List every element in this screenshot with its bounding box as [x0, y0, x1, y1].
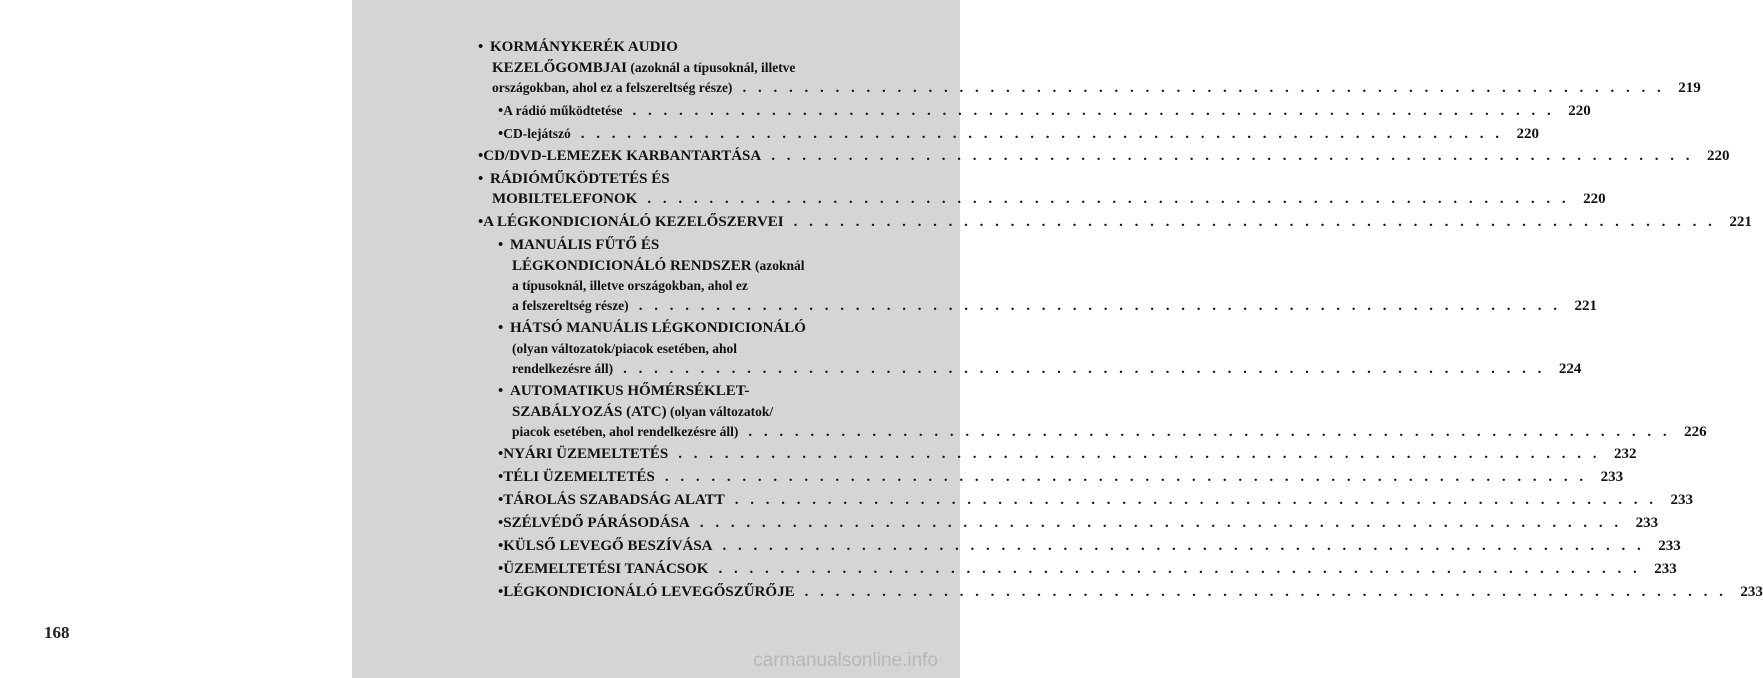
toc-page-number: 233: [1600, 469, 1624, 485]
toc-entry-last-line: [478, 468, 1624, 488]
toc-entry[interactable]: [478, 170, 1606, 210]
toc-page-number: 220: [1583, 191, 1606, 207]
toc-page-number: 220: [1706, 148, 1730, 164]
toc-entry-text: CD/DVD-LEMEZEK KARBANTARTÁSA: [483, 148, 762, 164]
toc-entry-line: [478, 170, 898, 190]
bullet-icon: •: [498, 446, 504, 462]
toc-page-number: 233: [1740, 584, 1763, 600]
bullet-icon: •: [478, 214, 484, 230]
toc-entry[interactable]: [478, 124, 1539, 144]
dot-leader: . . . . . . . . . . . . . . . . . . . . . . . . . . . . . . . . . . . . . . . . . . . . . . . . . . . . . . . . . . . .: [734, 492, 1657, 508]
toc-entry-note: (azoknál a típusoknál, illetve: [627, 60, 796, 75]
toc-entry-line: [478, 339, 898, 359]
toc-entry-last-line: [478, 422, 1707, 442]
toc-entry-text: A LÉGKONDICIONÁLÓ KEZELŐSZERVEI: [483, 214, 784, 230]
toc-entry-text: CD-lejátszó: [503, 126, 571, 141]
toc-entry-line: [478, 256, 898, 276]
toc-page-number: 233: [1635, 515, 1659, 531]
watermark: carmanualsonline.info: [753, 650, 938, 671]
toc-entry-last-line: [478, 514, 1659, 534]
toc-entry[interactable]: [478, 213, 1752, 233]
toc-entry-line: [478, 319, 898, 339]
dot-leader: . . . . . . . . . . . . . . . . . . . . . . . . . . . . . . . . . . . . . . . . . . . . . . . . . . . . . . . . . . . .: [580, 126, 1503, 142]
toc-entry-last-line: [478, 537, 1681, 557]
page-number: 168: [44, 623, 70, 642]
bullet-icon: •: [498, 383, 504, 399]
toc-page-number: 233: [1654, 561, 1677, 577]
toc-page-number: 233: [1658, 538, 1681, 554]
toc-entry-note: (olyan változatok/: [666, 404, 774, 419]
toc-entry-last-line: [478, 359, 1582, 379]
toc-entry-text: MANUÁLIS FŰTŐ ÉS: [510, 237, 660, 253]
toc-entry[interactable]: [478, 382, 1707, 442]
bullet-icon: •: [478, 171, 484, 187]
toc-entry[interactable]: [478, 583, 1763, 603]
toc-page-number: 224: [1558, 361, 1582, 377]
dot-leader: . . . . . . . . . . . . . . . . . . . . . . . . . . . . . . . . . . . . . . . . . . . . . . . . . . . . . . . . . . . .: [623, 361, 1546, 377]
toc-entry-text: LÉGKONDICIONÁLÓ LEVEGŐSZŰRŐJE: [503, 584, 795, 600]
toc-entry[interactable]: [478, 468, 1624, 488]
toc-entry-text: MOBILTELEFONOK: [492, 191, 638, 207]
bullet-icon: •: [478, 39, 484, 55]
bullet-icon: •: [498, 492, 504, 508]
toc-entry-last-line: [478, 296, 1597, 316]
toc-entry-text: NYÁRI ÜZEMELTETÉS: [503, 446, 669, 462]
toc-entry-last-line: [478, 445, 1637, 465]
toc-page-number: 233: [1670, 492, 1693, 508]
dot-leader: . . . . . . . . . . . . . . . . . . . . . . . . . . . . . . . . . . . . . . . . . . . . . . . . . . . . . . . . . . . .: [647, 191, 1570, 207]
dot-leader: . . . . . . . . . . . . . . . . . . . . . . . . . . . . . . . . . . . . . . . . . . . . . . . . . . . . . . . . . . . .: [793, 214, 1716, 230]
toc-entry[interactable]: [478, 38, 1701, 98]
toc-entry-text: rendelkezésre áll): [512, 361, 614, 376]
bullet-icon: •: [498, 103, 504, 119]
dot-leader: . . . . . . . . . . . . . . . . . . . . . . . . . . . . . . . . . . . . . . . . . . . . . . . . . . . . . . . . . . . .: [771, 148, 1694, 164]
dot-leader: . . . . . . . . . . . . . . . . . . . . . . . . . . . . . . . . . . . . . . . . . . . . . . . . . . . . . . . . . . . .: [699, 515, 1623, 531]
toc-entry-text: KORMÁNYKERÉK AUDIO: [490, 39, 678, 55]
toc-page-number: 221: [1574, 298, 1597, 314]
toc-entry-text: SZABÁLYOZÁS (ATC): [512, 404, 667, 420]
toc-entry-last-line: [478, 491, 1693, 511]
dot-leader: . . . . . . . . . . . . . . . . . . . . . . . . . . . . . . . . . . . . . . . . . . . . . . . . . . . . . . . . . . . .: [742, 80, 1665, 96]
dot-leader: . . . . . . . . . . . . . . . . . . . . . . . . . . . . . . . . . . . . . . . . . . . . . . . . . . . . . . . . . . . .: [804, 584, 1727, 600]
toc-entry-last-line: [478, 101, 1591, 121]
bullet-icon: •: [498, 584, 504, 600]
left-page: [0, 0, 352, 678]
toc-entry-line: [478, 58, 898, 78]
toc-entry-line: [478, 402, 898, 422]
dot-leader: . . . . . . . . . . . . . . . . . . . . . . . . . . . . . . . . . . . . . . . . . . . . . . . . . . . . . . . . . . . .: [718, 561, 1641, 577]
toc-page-number: 219: [1678, 80, 1701, 96]
toc-entry-last-line: [478, 560, 1677, 580]
toc-entry-last-line: [478, 78, 1701, 98]
toc-entry-text: A rádió működtetése: [503, 103, 623, 118]
toc-entry-note: (azoknál: [751, 258, 805, 273]
toc-entry[interactable]: [478, 537, 1681, 557]
toc-entry[interactable]: [478, 560, 1677, 580]
bullet-icon: •: [498, 126, 504, 142]
bullet-icon: •: [498, 320, 504, 336]
toc-entry[interactable]: [478, 319, 1582, 379]
toc-entry-text: AUTOMATIKUS HŐMÉRSÉKLET-: [510, 383, 750, 399]
toc-entry-last-line: [478, 124, 1539, 144]
dot-leader: . . . . . . . . . . . . . . . . . . . . . . . . . . . . . . . . . . . . . . . . . . . . . . . . . . . . . . . . . . . .: [638, 298, 1561, 314]
toc-entry-text: piacok esetében, ahol rendelkezésre áll): [512, 424, 739, 439]
bullet-icon: •: [498, 469, 504, 485]
toc-entry-text: (olyan változatok/piacok esetében, ahol: [512, 341, 737, 356]
toc-entry-text: LÉGKONDICIONÁLÓ RENDSZER: [512, 258, 752, 274]
toc-entry-line: [478, 382, 898, 402]
toc-page-number: 221: [1729, 214, 1752, 230]
toc-entry[interactable]: [478, 514, 1659, 534]
toc-entry-last-line: [478, 147, 1730, 167]
bullet-icon: •: [478, 148, 484, 164]
toc-entry[interactable]: [478, 236, 1597, 316]
toc-entry-text: SZÉLVÉDŐ PÁRÁSODÁSA: [503, 515, 690, 531]
toc-entry-text: a típusoknál, illetve országokban, ahol ez: [512, 278, 748, 293]
bullet-icon: •: [498, 515, 504, 531]
toc-page-number: 220: [1516, 126, 1539, 142]
dot-leader: . . . . . . . . . . . . . . . . . . . . . . . . . . . . . . . . . . . . . . . . . . . . . . . . . . . . . . . . . . . .: [632, 103, 1555, 119]
dot-leader: . . . . . . . . . . . . . . . . . . . . . . . . . . . . . . . . . . . . . . . . . . . . . . . . . . . . . . . . . . . .: [678, 446, 1601, 462]
toc-entry[interactable]: [478, 445, 1637, 465]
toc-entry[interactable]: [478, 147, 1730, 167]
toc-entry-text: KEZELŐGOMBJAI: [492, 60, 628, 76]
dot-leader: . . . . . . . . . . . . . . . . . . . . . . . . . . . . . . . . . . . . . . . . . . . . . . . . . . . . . . . . . . . .: [722, 538, 1645, 554]
toc-entry-text: KÜLSŐ LEVEGŐ BESZÍVÁSA: [503, 538, 713, 554]
toc-entry-text: TÁROLÁS SZABADSÁG ALATT: [503, 492, 725, 508]
toc-entry-last-line: [478, 583, 1763, 603]
toc-entry-line: [478, 38, 898, 58]
toc-entry-text: TÉLI ÜZEMELTETÉS: [503, 469, 655, 485]
toc-entry-text: HÁTSÓ MANUÁLIS LÉGKONDICIONÁLÓ: [510, 320, 806, 336]
dot-leader: . . . . . . . . . . . . . . . . . . . . . . . . . . . . . . . . . . . . . . . . . . . . . . . . . . . . . . . . . . . .: [748, 424, 1671, 440]
toc-entry-text: ÜZEMELTETÉSI TANÁCSOK: [503, 561, 709, 577]
toc-entry-text: RÁDIÓMŰKÖDTETÉS ÉS: [490, 171, 670, 187]
toc-page-number: 232: [1613, 446, 1637, 462]
bullet-icon: •: [498, 538, 504, 554]
toc-entry[interactable]: [478, 491, 1693, 511]
toc-entry-text: országokban, ahol ez a felszereltség része): [492, 80, 733, 95]
toc-entry[interactable]: [478, 101, 1591, 121]
bullet-icon: •: [498, 237, 504, 253]
dot-leader: . . . . . . . . . . . . . . . . . . . . . . . . . . . . . . . . . . . . . . . . . . . . . . . . . . . . . . . . . . . .: [664, 469, 1588, 485]
toc-entry-line: [478, 236, 898, 256]
toc-page-number: 226: [1684, 424, 1707, 440]
toc-entry-text: a felszereltség része): [512, 298, 629, 313]
toc-entry-last-line: [478, 213, 1752, 233]
toc-entry-line: [478, 276, 898, 296]
bullet-icon: •: [498, 561, 504, 577]
toc-page-number: 220: [1568, 103, 1591, 119]
toc-entry-last-line: [478, 190, 1606, 210]
table-of-contents: [478, 38, 1763, 606]
